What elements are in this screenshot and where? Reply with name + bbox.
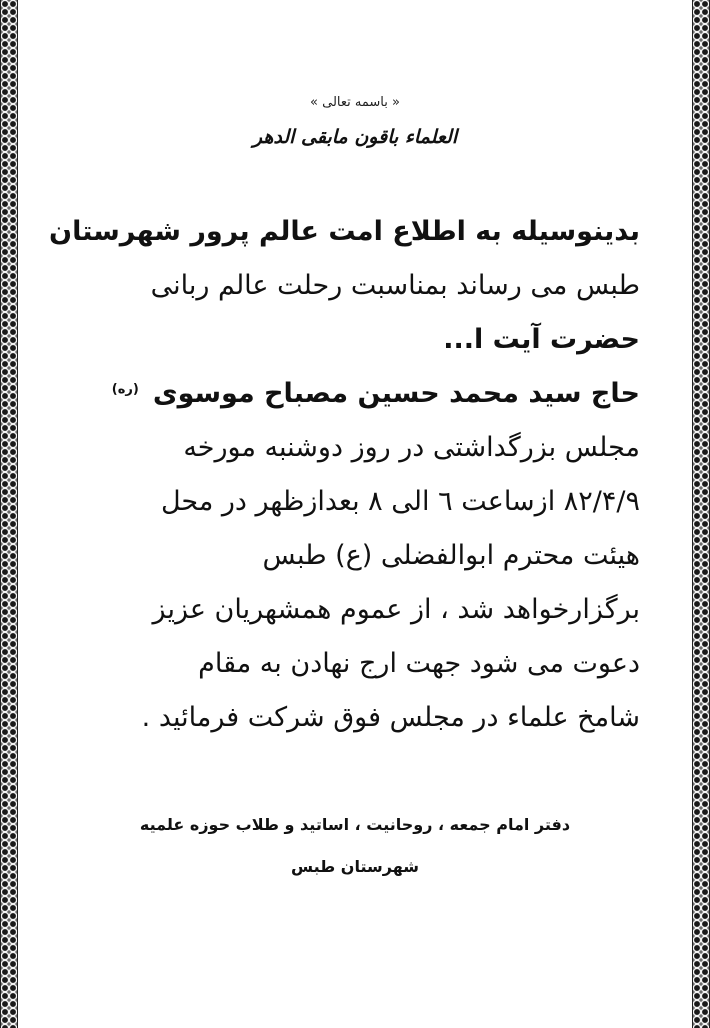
announcement-line-8: برگزارخواهد شد ، از عموم همشهریان عزیز bbox=[152, 594, 640, 625]
announcement-body bbox=[49, 205, 640, 745]
announcement-line-2: طبس می رساند بمناسبت رحلت عالم ربانی bbox=[150, 270, 640, 301]
honorific-title: حضرت آیت ا... bbox=[443, 324, 640, 355]
decorative-border-left bbox=[0, 0, 18, 1028]
motto-text: العلماء باقون مابقی الدهر bbox=[252, 126, 458, 148]
announcement-page bbox=[49, 0, 640, 1028]
name-suffix: (ره) bbox=[111, 382, 139, 397]
signature-line-2: شهرستان طبس bbox=[291, 857, 419, 876]
invocation-text: « باسمه تعالی » bbox=[310, 95, 400, 110]
announcement-line-10: شامخ علماء در مجلس فوق شرکت فرمائید . bbox=[141, 702, 640, 733]
signature-line-1: دفتر امام جمعه ، روحانیت ، اساتید و طلاب حوزه علمیه bbox=[139, 815, 571, 834]
deceased-name-line bbox=[70, 367, 640, 421]
announcement-line-9: دعوت می شود جهت ارج نهادن به مقام bbox=[198, 648, 640, 679]
announcement-line-5: مجلس بزرگداشتی در روز دوشنبه مورخه bbox=[183, 432, 640, 463]
announcement-line-7: هیئت محترم ابوالفضلی (ع) طبس bbox=[262, 540, 640, 571]
decorative-border-right bbox=[692, 0, 710, 1028]
announcement-line-6: ۸۲/۴/۹ ازساعت ٦ الی ۸ بعدازظهر در محل bbox=[160, 486, 640, 517]
deceased-name: حاج سید محمد حسین مصباح موسوی bbox=[152, 378, 640, 409]
announcement-line-1: بدینوسیله به اطلاع امت عالم پرور شهرستان bbox=[49, 216, 640, 247]
